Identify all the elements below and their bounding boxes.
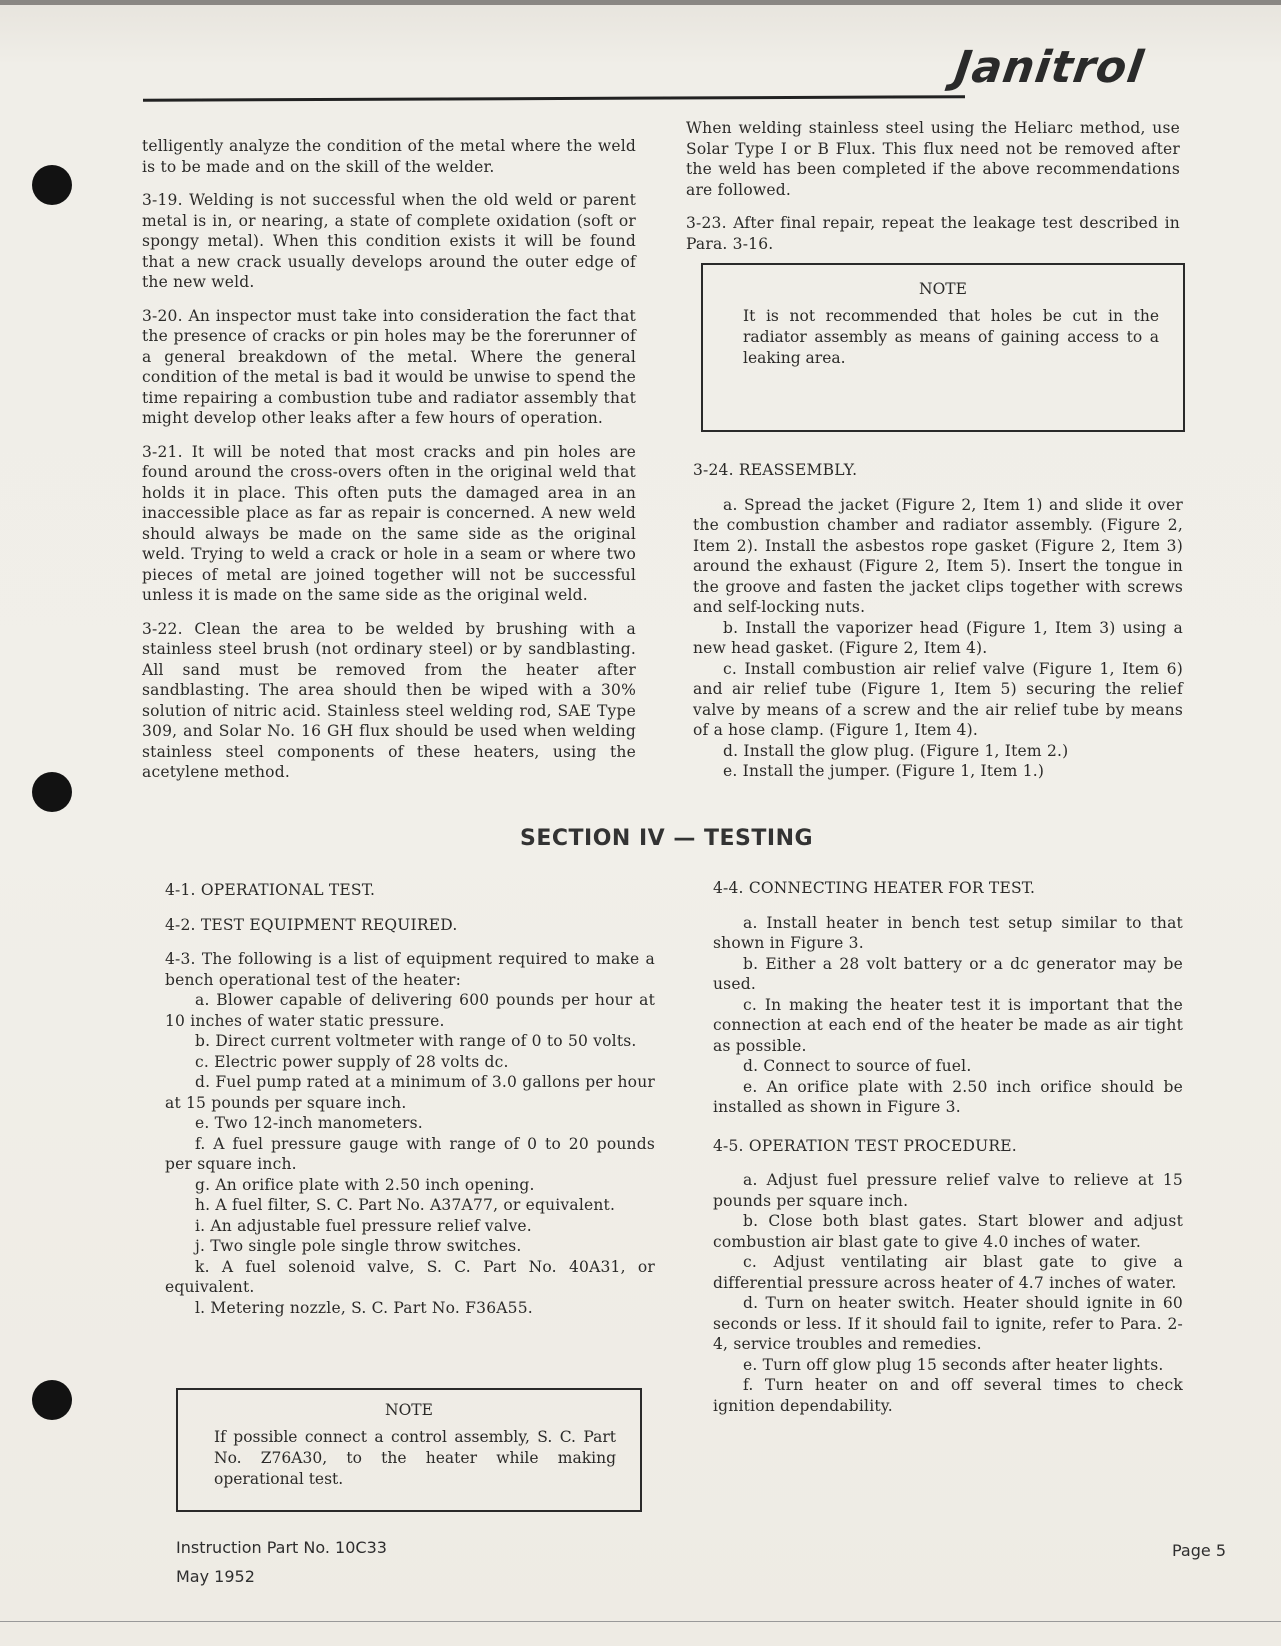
connecting-item-d: d. Connect to source of fuel. [743, 1057, 972, 1075]
reassembly-section [693, 460, 1183, 782]
paragraph-3-22: 3-22. Clean the area to be welded by brushing with a stainless steel brush (not ordinary steel) or by sandblasting. All sand must be removed from the heater after sandblasting. The area should then be wiped with a 30% solution of nitric acid. Stainless steel welding rod, SAE Type 309, and Solar No. 16 GH flux should be used when welding stainless steel components of these heaters, using the acetylene method. [142, 619, 636, 781]
footer-date: May 1952 [176, 1567, 255, 1586]
procedure-item-a: a. Adjust fuel pressure relief valve to relieve at 15 pounds per square inch. [713, 1171, 1183, 1210]
paragraph-3-19: 3-19. Welding is not successful when the old weld or parent metal is in, or nearing, a state of complete oxidation (soft or spongy metal). When this condition exists it will be found that a new crack usually develops around the outer edge of the new weld. [142, 191, 636, 291]
heading-4-1: 4-1. OPERATIONAL TEST. [165, 881, 376, 899]
left-column-top [142, 136, 636, 796]
connecting-item-e: e. An orifice plate with 2.50 inch orifice should be installed as shown in Figure 3. [713, 1077, 1183, 1116]
binder-hole-icon [32, 772, 72, 812]
equipment-item-d: d. Fuel pump rated at a minimum of 3.0 gallons per hour at 15 pounds per square inch. [165, 1073, 655, 1112]
paragraph-heliarc: When welding stainless steel using the Heliarc method, use Solar Type I or B Flux. This flux need not be removed after the weld has been completed if the above recommendations are followed. [686, 119, 1180, 199]
right-column-top [686, 118, 1180, 267]
heading-4-5: 4-5. OPERATION TEST PROCEDURE. [713, 1136, 1017, 1155]
page-bottom-edge [0, 1621, 1281, 1622]
header-rule [143, 95, 965, 102]
procedure-item-e: e. Turn off glow plug 15 seconds after heater lights. [743, 1355, 1164, 1374]
right-column-bottom [713, 878, 1183, 1416]
procedure-item-c: c. Adjust ventilating air blast gate to give a differential pressure across heater of 4.7 inches of water. [713, 1253, 1183, 1292]
note-body: If possible connect a control assembly, S. C. Part No. Z76A30, to the heater while making operational test. [214, 1428, 616, 1488]
note-box-radiator [701, 263, 1185, 432]
heading-4-4: 4-4. CONNECTING HEATER FOR TEST. [713, 879, 1036, 897]
note-title: NOTE [919, 280, 967, 298]
equipment-item-g: g. An orifice plate with 2.50 inch opening. [195, 1175, 535, 1194]
procedure-item-d: d. Turn on heater switch. Heater should ignite in 60 seconds or less. If it should fail to ignite, refer to Para. 2-4, service troubles and remedies. [713, 1294, 1183, 1353]
page-top-edge [0, 0, 1281, 5]
note-body: It is not recommended that holes be cut in the radiator assembly as means of gaining access to a leaking area. [743, 307, 1159, 367]
connecting-item-a: a. Install heater in bench test setup similar to that shown in Figure 3. [713, 913, 1183, 952]
equipment-item-l: l. Metering nozzle, S. C. Part No. F36A55. [195, 1298, 533, 1317]
paragraph-3-23: 3-23. After final repair, repeat the leakage test described in Para. 3-16. [686, 214, 1180, 253]
equipment-item-j: j. Two single pole single throw switches. [195, 1237, 522, 1255]
section-title: SECTION IV — TESTING [520, 826, 814, 851]
equipment-item-i: i. An adjustable fuel pressure relief valve. [195, 1216, 532, 1235]
binder-hole-icon [32, 1380, 72, 1420]
left-column-bottom [165, 880, 655, 1318]
equipment-item-e: e. Two 12-inch manometers. [195, 1114, 423, 1132]
reassembly-item-d: d. Install the glow plug. (Figure 1, Item 2.) [723, 741, 1069, 760]
footer-part-number: Instruction Part No. 10C33 [176, 1538, 387, 1557]
note-box-control-assembly [176, 1388, 642, 1512]
equipment-item-h: h. A fuel filter, S. C. Part No. A37A77, or equivalent. [195, 1196, 616, 1214]
equipment-item-c: c. Electric power supply of 28 volts dc. [195, 1052, 509, 1071]
equipment-item-b: b. Direct current voltmeter with range of 0 to 50 volts. [195, 1032, 637, 1050]
paragraph-3-21: 3-21. It will be noted that most cracks and pin holes are found around the cross-overs often in the original weld that holds it in place. This often puts the damaged area in an inaccessible place as far as repair is concerned. A new weld should always be made on the same side as the original weld. Trying to weld a crack or hole in a seam or where two pieces of metal are joined together will not be successful unless it is made on the same side as the original weld. [142, 442, 636, 604]
paragraph-continuation: telligently analyze the condition of the metal where the weld is to be made and on the skill of the welder. [142, 137, 636, 176]
connecting-item-b: b. Either a 28 volt battery or a dc generator may be used. [713, 954, 1183, 993]
reassembly-item-e: e. Install the jumper. (Figure 1, Item 1.) [723, 762, 1045, 780]
brand-logo: Janitrol [951, 42, 1148, 93]
note-title: NOTE [385, 1401, 433, 1419]
binder-hole-icon [32, 165, 72, 205]
page-number: Page 5 [1172, 1541, 1226, 1560]
equipment-item-a: a. Blower capable of delivering 600 pounds per hour at 10 inches of water static pressure. [165, 991, 655, 1030]
paragraph-4-3: 4-3. The following is a list of equipment required to make a bench operational test of the heater: [165, 950, 655, 989]
equipment-item-f: f. A fuel pressure gauge with range of 0 to 20 pounds per square inch. [165, 1134, 655, 1173]
reassembly-item-b: b. Install the vaporizer head (Figure 1, Item 3) using a new head gasket. (Figure 2, Item 4). [693, 618, 1183, 657]
connecting-item-c: c. In making the heater test it is important that the connection at each end of the heater be made as air tight as possible. [713, 995, 1183, 1055]
paragraph-3-20: 3-20. An inspector must take into consideration the fact that the presence of cracks or pin holes may be the forerunner of a general breakdown of the metal. Where the general condition of the metal is bad it would be unwise to spend the time repairing a combustion tube and radiator assembly that might develop other leaks after a few hours of operation. [142, 306, 636, 427]
reassembly-item-a: a. Spread the jacket (Figure 2, Item 1) and slide it over the combustion chamber and radiator assembly. (Figure 2, Item 2). Install the asbestos rope gasket (Figure 2, Item 3) around the exhaust (Figure 2, Item 5). Insert the tongue in the groove and fasten the jacket clips together with screws and self-locking nuts. [693, 495, 1183, 616]
procedure-item-f: f. Turn heater on and off several times to check ignition dependability. [713, 1376, 1183, 1415]
heading-4-2: 4-2. TEST EQUIPMENT REQUIRED. [165, 915, 458, 934]
reassembly-item-c: c. Install combustion air relief valve (Figure 1, Item 6) and air relief tube (Figure 1, Item 5) securing the relief valve by means of a screw and the air relief tube by means of a hose clamp. (Figure 1, Item 4). [693, 659, 1183, 739]
reassembly-heading: 3-24. REASSEMBLY. [693, 461, 858, 479]
equipment-item-k: k. A fuel solenoid valve, S. C. Part No. 40A31, or equivalent. [165, 1257, 655, 1296]
procedure-item-b: b. Close both blast gates. Start blower and adjust combustion air blast gate to give 4.0 inches of water. [713, 1212, 1183, 1251]
